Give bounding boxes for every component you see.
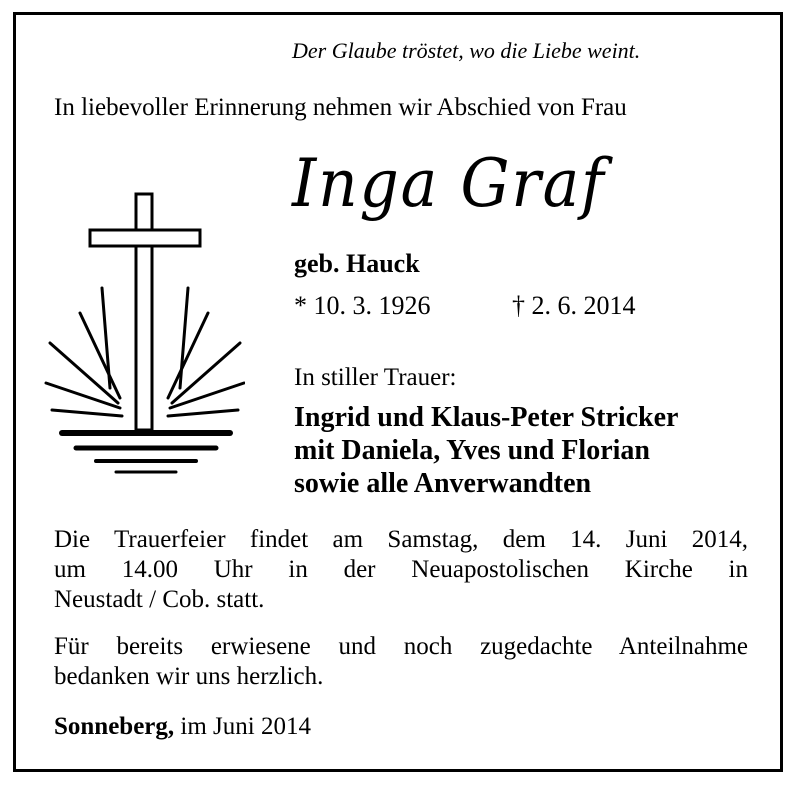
motto: Der Glaube tröstet, wo die Liebe weint. [292,38,641,63]
cross-rising-sun-icon [40,188,245,478]
mourner-line: Ingrid und Klaus-Peter Stricker [294,402,679,433]
closing-place: Sonneberg, [54,713,175,740]
thanks-paragraph [54,632,748,692]
maiden-name: geb. Hauck [294,249,420,278]
intro-line: In liebevoller Erinnerung nehmen wir Abschied von Frau [54,94,627,121]
mourning-heading: In stiller Trauer: [294,364,457,391]
death-date: † 2. 6. 2014 [512,291,636,320]
funeral-line: Die Trauerfeier findet am Samstag, dem 14. Juni 2014, [54,526,748,553]
mourner-line: sowie alle Anverwandten [294,468,592,499]
deceased-name: Inga Graf [292,145,606,222]
closing-line [54,713,311,741]
birth-date: * 10. 3. 1926 [294,291,431,320]
closing-date: im Juni 2014 [174,713,311,740]
funeral-line: Neustadt / Cob. statt. [54,586,265,613]
funeral-line: um 14.00 Uhr in der Neuapostolischen Kirche in [54,556,748,583]
thanks-line: Für bereits erwiesene und noch zugedachte Anteilnahme [54,633,748,660]
funeral-paragraph [54,525,748,615]
mourner-line: mit Daniela, Yves und Florian [294,435,650,466]
thanks-line: bedanken wir uns herzlich. [54,663,324,690]
